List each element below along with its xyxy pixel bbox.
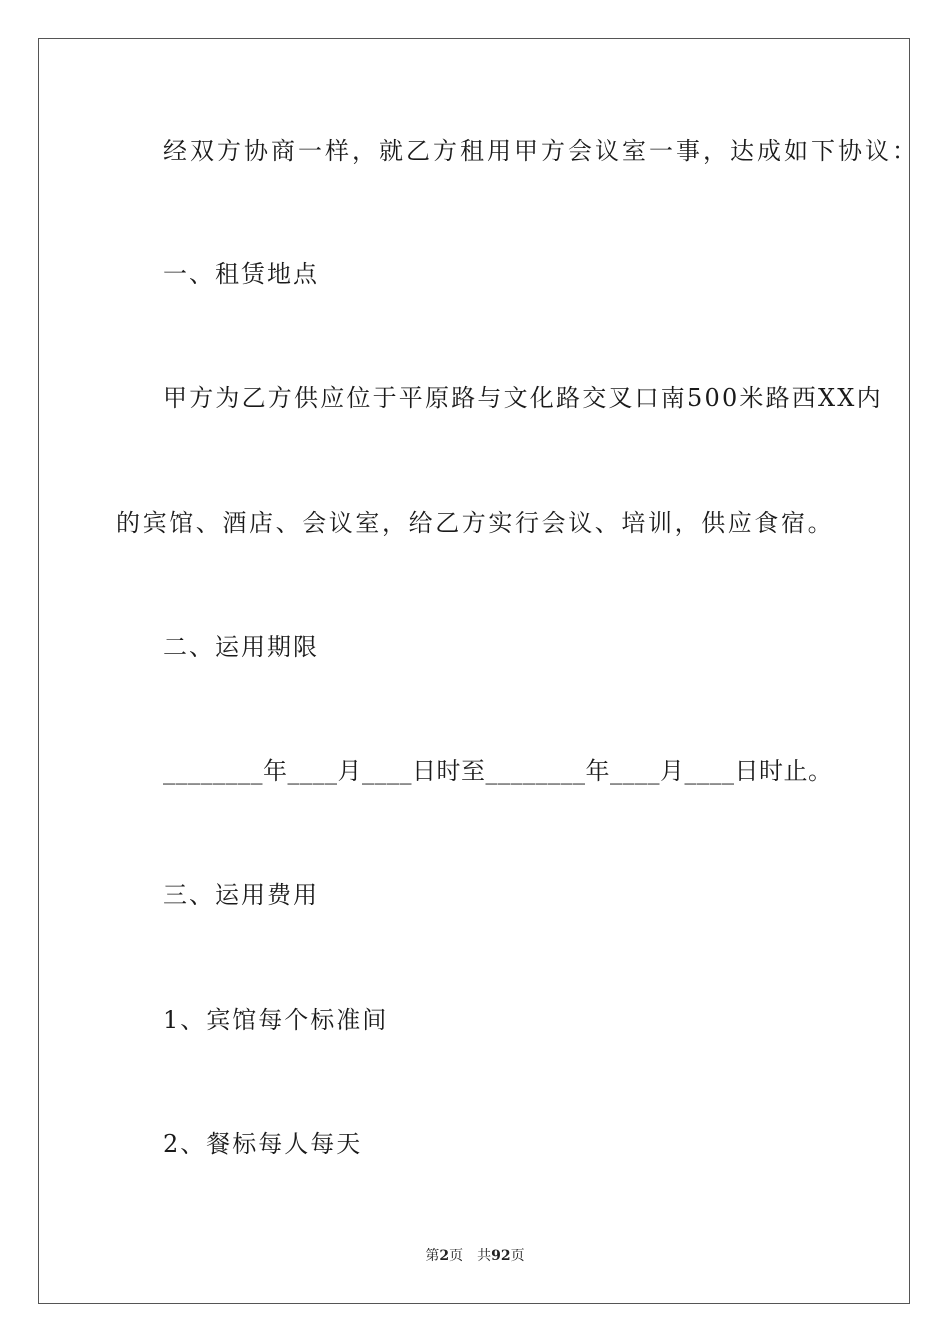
list-item-room-fee: 1、宾馆每个标准间 (163, 1006, 389, 1034)
section-heading-fees: 三、运用费用 (163, 881, 319, 909)
section-heading-location: 一、租赁地点 (163, 260, 319, 288)
footer-total-prefix: 共 (477, 1248, 492, 1264)
page-border (38, 38, 910, 1304)
paragraph-location-line2: 的宾馆、酒店、会议室，给乙方实行会议、培训，供应食宿。 (116, 509, 835, 537)
page-footer (0, 1247, 950, 1265)
paragraph-intro: 经双方协商一样，就乙方租用甲方会议室一事，达成如下协议： (163, 137, 919, 165)
paragraph-location-line1: 甲方为乙方供应位于平原路与文化路交叉口南500米路西XX内 (163, 384, 883, 412)
list-item-meal-fee: 2、餐标每人每天 (163, 1130, 363, 1158)
footer-page-number: 2 (439, 1248, 450, 1264)
footer-page-suffix: 页 (449, 1248, 464, 1264)
footer-total-suffix: 页 (510, 1248, 525, 1264)
footer-page-prefix: 第 (425, 1248, 440, 1264)
section-heading-period: 二、运用期限 (163, 633, 319, 661)
footer-total-pages: 92 (491, 1248, 511, 1264)
paragraph-period-blanks: ________年____月____日时至________年____月____日时止。 (163, 757, 833, 785)
